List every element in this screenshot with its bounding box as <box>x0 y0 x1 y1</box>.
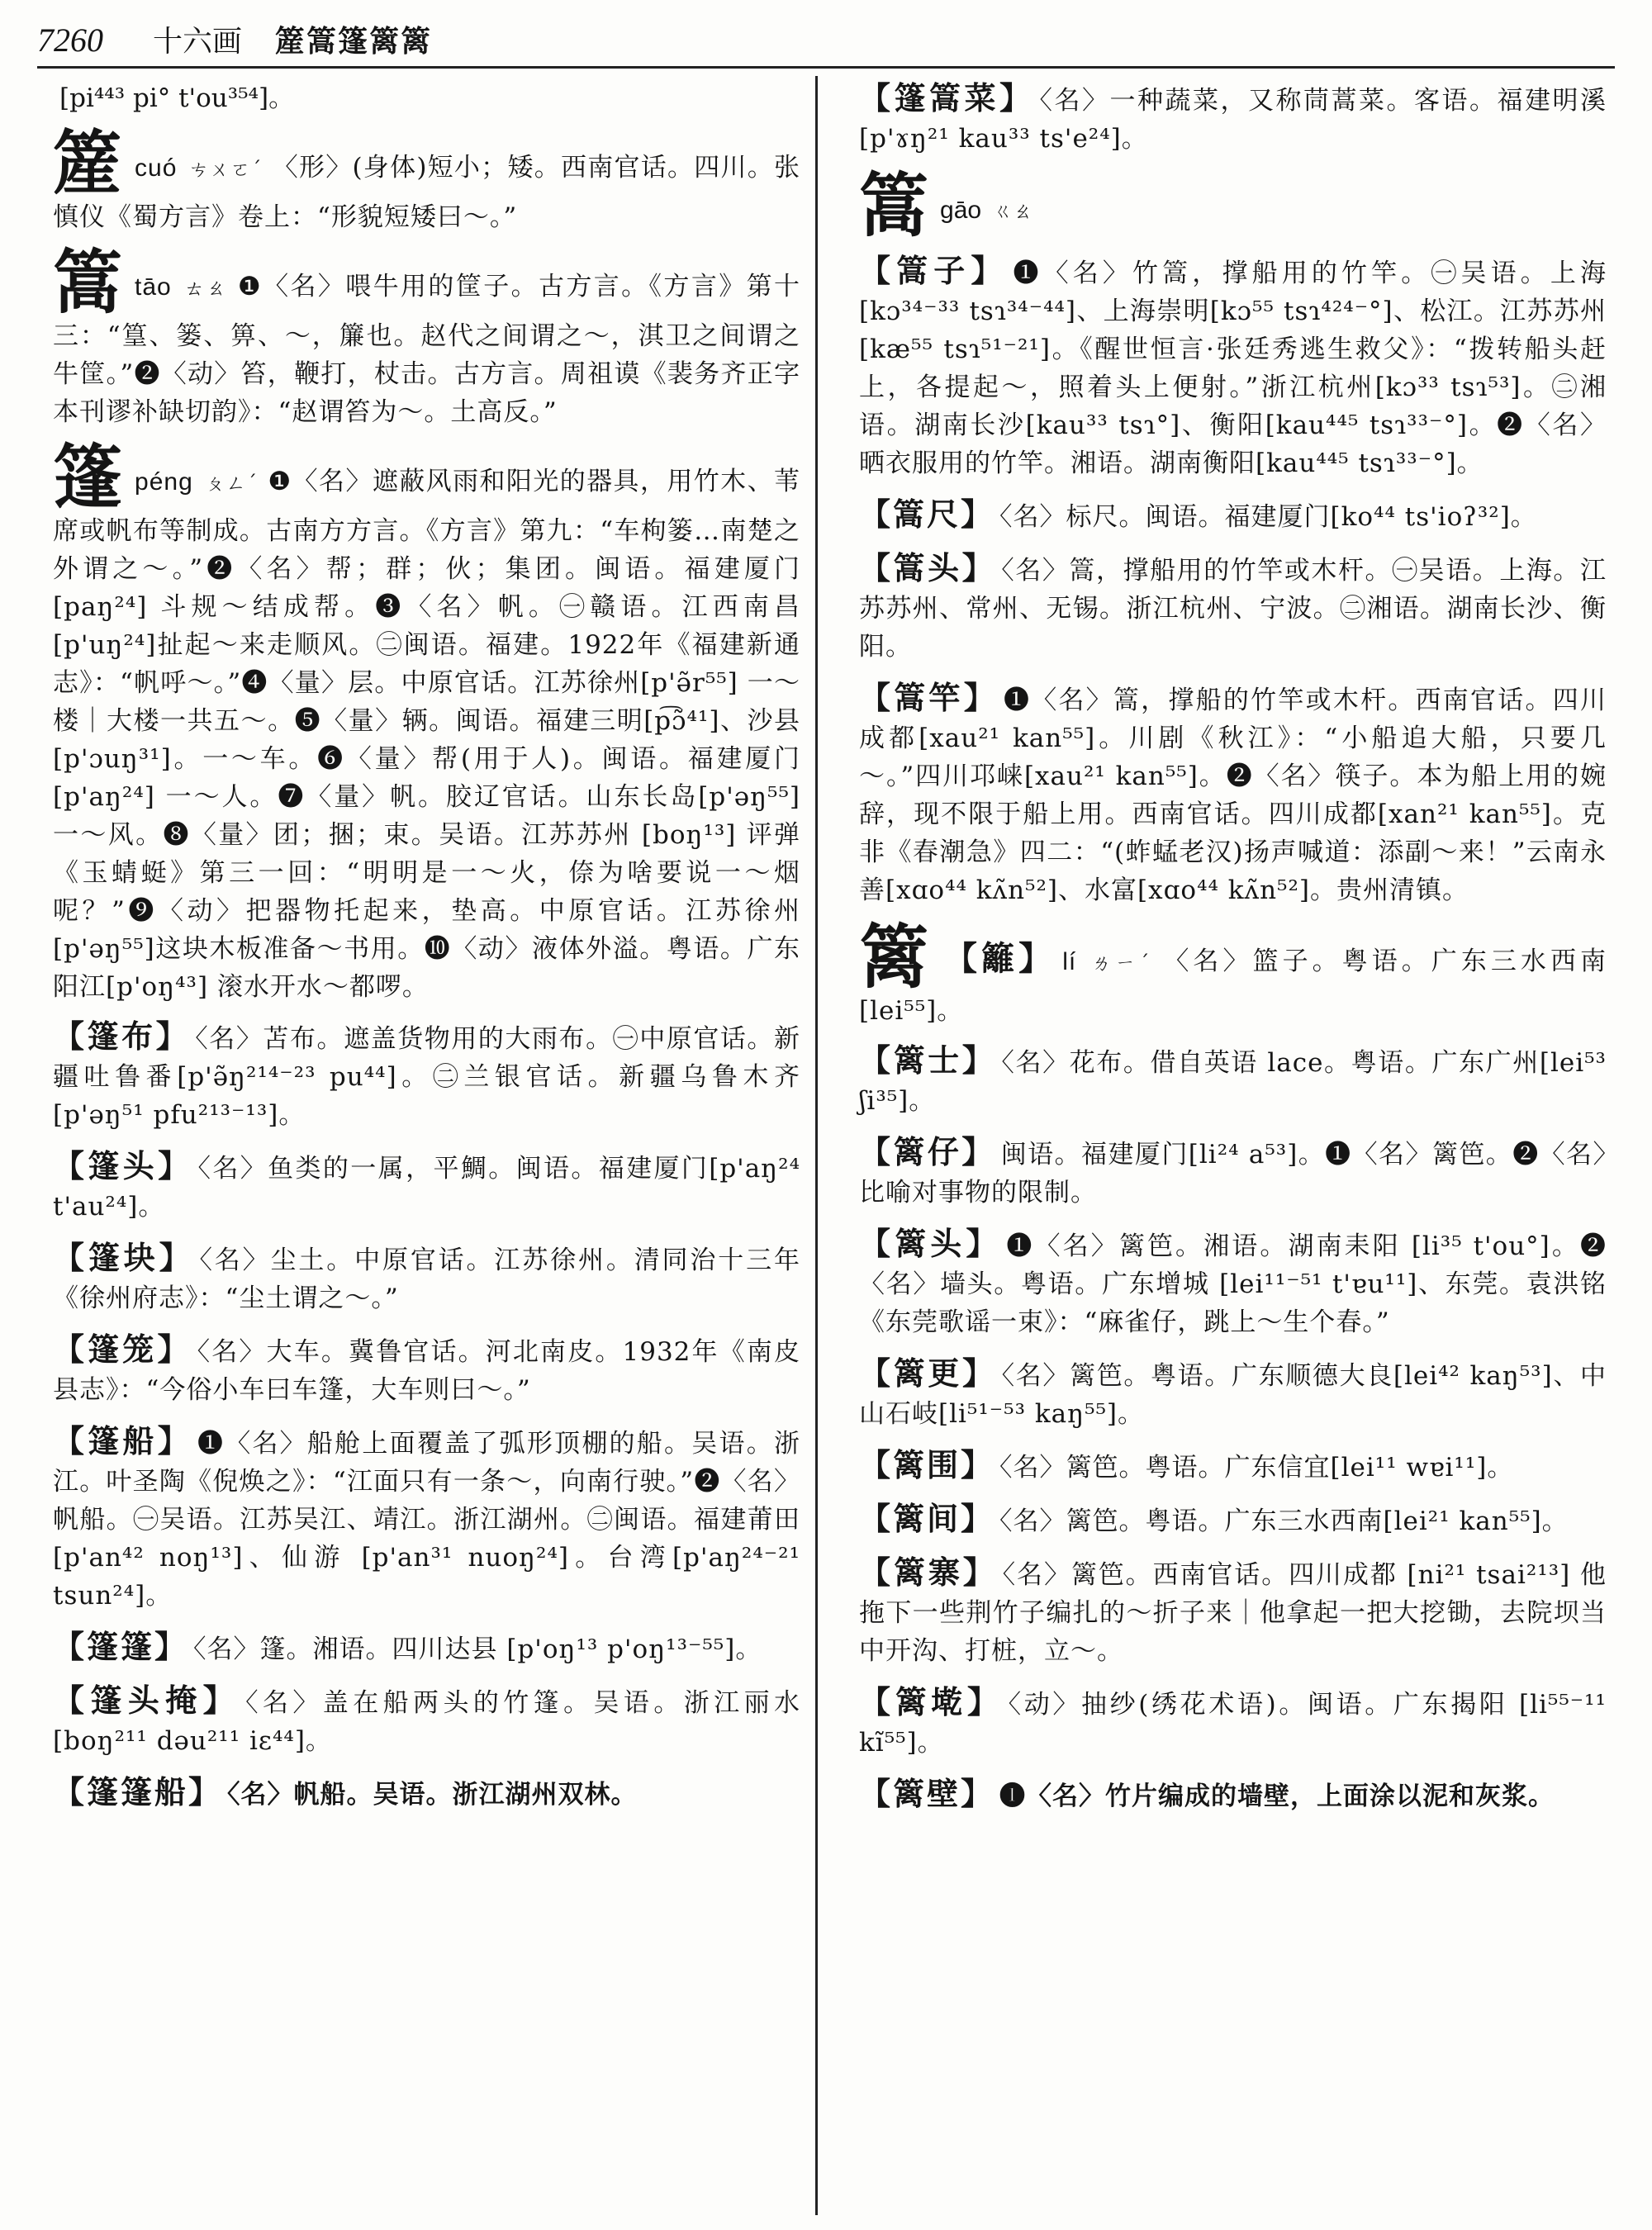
compound-entry <box>859 1500 1607 1540</box>
entry-definition <box>53 123 801 236</box>
head-character: 篱 <box>859 917 930 998</box>
compound-definition: 〈名〉鱼类的一属，平鯛。闽语。福建厦门[p'aŋ²⁴ t'au²⁴]。 <box>53 1154 800 1222</box>
head-character: 篙 <box>53 242 124 323</box>
compound-entry <box>53 1422 800 1615</box>
pinyin: lí <box>1062 948 1077 975</box>
compound-entry <box>53 1773 800 1814</box>
definition-text: ❶〈名〉喂牛用的筐子。古方言。《方言》第十三：“篁、篓、箅、～，簾也。赵代之间谓之～，淇卫之间谓之牛筐。”❷〈动〉笞，鞭打，杖击。古方言。周祖谟《裴务齐正字本刊谬补缺切韵》：“赵谓笞为～。土高反。” <box>53 272 800 427</box>
compound-entry <box>859 252 1607 482</box>
pinyin: cuó <box>135 154 178 182</box>
entry-tao <box>53 242 800 431</box>
compound-definition: 〈名〉苫布。遮盖货物用的大雨布。㊀中原官话。新疆吐鲁番[p'ə̃ŋ²¹⁴⁻²³ pu⁴⁴]。㊁兰银官话。新疆乌鲁木齐[p'əŋ⁵¹ pfu²¹³⁻¹³]。 <box>53 1024 800 1130</box>
compound-word: 【篷头掩】 <box>53 1682 241 1719</box>
compound-word: 【篱仔】 <box>859 1134 996 1170</box>
pinyin: gāo <box>940 197 982 224</box>
compound-word: 【篙尺】 <box>859 496 995 533</box>
compound-word: 【篷篷船】 <box>53 1774 223 1810</box>
entry-definition <box>53 242 800 431</box>
compound-entry <box>53 1682 800 1760</box>
head-character: 篙 <box>859 165 929 246</box>
variant-character: 【籬】 <box>941 939 1056 978</box>
definition-text: ❶〈名〉遮蔽风雨和阳光的器具，用竹木、苇席或帆布等制成。古南方方言。《方言》第九：“车枸篓…南楚之外谓之～。”❷〈名〉帮；群；伙；集团。闽语。福建厦门[paŋ²⁴] 斗规～结成帮。❸〈名〉帆。㊀赣语。江西南昌[p'uŋ²⁴]扯起～来走顺风。㊁闽语。福建。1922年《福建新通志》：“帆呼～。”❹〈量〉层。中原官话。江苏徐州[p'ə̃r⁵⁵] 一～楼｜大楼一共五～。❺〈量〉辆。闽语。福建三明[p͡ɔ̃⁴¹]、沙县 [p'ɔuŋ³¹]。一～车。❻〈量〉帮(用于人)。闽语。福建厦门 [p'aŋ²⁴] 一～人。❼〈量〉帆。胶辽官话。山东长岛[p'əŋ⁵⁵] 一～风。❽〈量〉团；捆；束。吴语。江苏苏州 [boŋ¹³] 评弹《玉蜻蜓》第三一回：“明明是一～火，倷为啥要说一～烟呢？”❾〈动〉把器物托起来，垫高。中原官话。江苏徐州[p'əŋ⁵⁵]这块木板准备～书用。❿〈动〉液体外溢。粤语。广东阳江[p'oŋ⁴³] 滚水开水～都啰。 <box>53 467 801 1002</box>
right-column <box>859 79 1607 1829</box>
compound-definition: 〈名〉一种蔬菜，又称茼蒿菜。客语。福建明溪 [p'ɤŋ²¹ kau³³ ts'e²⁴]。 <box>859 86 1607 154</box>
page-header <box>37 18 1615 69</box>
zhuyin: ㄘㄨㄛˊ <box>188 158 263 181</box>
compound-word: 【篱头】 <box>859 1226 1002 1262</box>
entry-gao <box>859 165 1607 246</box>
compound-definition: 〈名〉标尺。闽语。福建厦门[ko⁴⁴ ts'ioʔ³²]。 <box>999 502 1537 532</box>
compound-word: 【篱墘】 <box>859 1684 1004 1720</box>
compound-word: 【篙子】 <box>859 253 1009 289</box>
head-character: 篷 <box>53 437 124 518</box>
compound-entry <box>53 1331 800 1409</box>
compound-entry <box>859 1133 1607 1212</box>
compound-word: 【篱寨】 <box>859 1554 998 1591</box>
compound-definition: 〈名〉篱笆。粤语。广东三水西南[lei²¹ kan⁵⁵]。 <box>999 1506 1569 1536</box>
compound-entry <box>53 1239 800 1317</box>
compound-word: 【篱士】 <box>859 1042 997 1079</box>
zhuyin: ㄍㄠ <box>993 200 1033 223</box>
compound-entry <box>859 496 1607 536</box>
compound-definition: 〈名〉篷。湘语。四川达县 [p'oŋ¹³ p'oŋ¹³⁻⁵⁵]。 <box>193 1635 762 1664</box>
compound-word: 【篷布】 <box>53 1018 191 1055</box>
pinyin: tāo <box>135 273 172 301</box>
compound-definition: 〈名〉大车。冀鲁官话。河北南皮。1932年《南皮县志》：“今俗小车曰车篷，大车则曰～。” <box>53 1337 800 1405</box>
entry-cuo <box>53 123 801 236</box>
definition-text: 〈名〉篮子。粤语。广东三水西南[lei⁵⁵]。 <box>859 947 1607 1026</box>
compound-word: 【篷篙菜】 <box>859 80 1035 116</box>
compound-entry <box>53 1628 800 1668</box>
compound-definition: 〈名〉篙，撑船用的竹竿或木杆。㊀吴语。上海。江苏苏州、常州、无锡。浙江杭州、宁波。㊁湘语。湖南长沙、衡阳。 <box>859 556 1607 662</box>
compound-definition: 〈名〉篱笆。粤语。广东信宜[lei¹¹ wɐi¹¹]。 <box>999 1453 1514 1483</box>
compound-definition: 〈名〉尘土。中原官话。江苏徐州。清同治十三年《徐州府志》：“尘土谓之～。” <box>53 1245 800 1313</box>
compound-word: 【篷块】 <box>53 1240 195 1276</box>
compound-definition: ❶〈名〉竹片编成的墙壁，上面涂以泥和灰浆。 <box>999 1782 1555 1811</box>
entry-definition <box>53 437 801 1006</box>
compound-entry <box>859 1225 1607 1341</box>
compound-entry <box>859 1355 1607 1433</box>
compound-definition: 〈名〉帆船。吴语。浙江湖州双林。 <box>227 1780 638 1810</box>
entry-definition <box>859 917 1607 1030</box>
compound-definition: ❶〈名〉篙，撑船的竹竿或木杆。西南官话。四川成都[xau²¹ kan⁵⁵]。川剧《秋江》：“小船追大船，只要几～。”四川邛崃[xau²¹ kan⁵⁵]。❷〈名〉筷子。本为船上用的婉辞，现不限于船上用。西南官话。四川成都[xan²¹ kan⁵⁵]。克非《春潮急》四二：“(蚱蜢老汉)扬声喊道：添副～来！”云南永善[xɑo⁴⁴ kʌ̃n⁵²]、水富[xɑo⁴⁴ kʌ̃n⁵²]。贵州清镇。 <box>859 686 1607 905</box>
entry-li <box>859 917 1607 1030</box>
compound-entry <box>53 1147 800 1226</box>
compound-word: 【篷篷】 <box>53 1629 189 1665</box>
compound-entry <box>859 1683 1607 1762</box>
compound-entry <box>53 1018 800 1134</box>
compound-word: 【篙头】 <box>859 550 997 586</box>
page-number: 7260 <box>37 21 103 59</box>
zhuyin: ㄆㄥˊ <box>204 472 259 495</box>
compound-entry <box>859 1446 1607 1487</box>
zhuyin: ㄌㄧˊ <box>1088 951 1154 975</box>
compound-definition: 闽语。福建厦门[li²⁴ a⁵³]。❶〈名〉篱笆。❷〈名〉比喻对事物的限制。 <box>859 1140 1607 1208</box>
compound-definition: ❶〈名〉篱笆。湘语。湖南耒阳 [li³⁵ t'ou°]。❷〈名〉墙头。粤语。广东增城 [lei¹¹⁻⁵¹ t'ɐu¹¹]、东莞。袁洪铭《东莞歌谣一束》：“麻雀仔，跳上～生个春。” <box>859 1231 1607 1337</box>
head-character: 簅 <box>53 123 124 204</box>
compound-definition: 〈名〉盖在船两头的竹篷。吴语。浙江丽水[boŋ²¹¹ dəu²¹¹ iɛ⁴⁴]。 <box>53 1688 800 1756</box>
header-chars: 簅篙篷篱篱 <box>275 24 433 59</box>
compound-entry <box>859 79 1607 158</box>
compound-entry <box>859 1775 1607 1815</box>
compound-word: 【篷笼】 <box>53 1331 192 1368</box>
compound-word: 【篙竿】 <box>859 680 999 716</box>
compound-definition: 〈名〉篱笆。粤语。广东顺德大良[lei⁴² kaŋ⁵³]、中山石岐[li⁵¹⁻⁵³ kaŋ⁵⁵]。 <box>859 1361 1607 1429</box>
compound-definition: ❶〈名〉竹篙，撑船用的竹竿。㊀吴语。上海[kɔ³⁴⁻³³ tsɿ³⁴⁻⁴⁴]、上海崇明[kɔ⁵⁵ tsɿ⁴²⁴⁻°]、松江。江苏苏州[kæ⁵⁵ tsɿ⁵¹⁻²¹]。《醒世恒言·张廷秀逃生救父》：“拨转船头赶上，各提起～，照着头上便射。”浙江杭州[kɔ³³ tsɿ⁵³]。㊁湘语。湖南长沙[kau³³ tsɿ°]、衡阳[kau⁴⁴⁵ tsɿ³³⁻°]。❷〈名〉晒衣服用的竹竿。湘语。湖南衡阳[kau⁴⁴⁵ tsɿ³³⁻°]。 <box>859 259 1607 478</box>
compound-definition: 〈名〉花布。借自英语 lace。粤语。广东广州[lei⁵³ ʃi³⁵]。 <box>859 1048 1607 1116</box>
compound-entry <box>859 679 1607 909</box>
compound-entry <box>859 1041 1607 1120</box>
compound-word: 【篱间】 <box>859 1501 995 1537</box>
compound-word: 【篱壁】 <box>859 1776 995 1812</box>
pinyin: péng <box>135 468 193 496</box>
header-section: 十六画 <box>153 25 243 59</box>
compound-word: 【篷船】 <box>53 1423 192 1459</box>
definition-text: 〈形〉(身体)短小；矮。西南官话。四川。张慎仪《蜀方言》卷上：“形貌短矮曰～。” <box>53 153 801 232</box>
compound-word: 【篱围】 <box>859 1447 995 1483</box>
compound-definition: 〈动〉抽纱(绣花术语)。闽语。广东揭阳 [li⁵⁵⁻¹¹ kĩ⁵⁵]。 <box>859 1690 1607 1758</box>
entry-headline <box>859 165 1607 246</box>
compound-definition: ❶〈名〉船舱上面覆盖了弧形顶棚的船。吴语。浙江。叶圣陶《倪焕之》：“江面只有一条～，向南行驶。”❷〈名〉帆船。㊀吴语。江苏吴江、靖江。浙江湖州。㊁闽语。福建莆田[p'an⁴² noŋ¹³]、仙游 [p'an³¹ nuoŋ²⁴]。台湾[p'aŋ²⁴⁻²¹ tsun²⁴]。 <box>53 1429 800 1611</box>
left-column <box>53 79 800 1827</box>
continuation-text: [pi⁴⁴³ pi° t'ou³⁵⁴]。 <box>59 83 295 113</box>
compound-entry <box>859 549 1607 666</box>
zhuyin: ㄊㄠ <box>183 277 228 300</box>
compound-word: 【篷头】 <box>53 1148 193 1184</box>
compound-entry <box>859 1554 1607 1670</box>
entry-peng <box>53 437 801 1006</box>
compound-definition: 〈名〉篱笆。西南官话。四川成都 [ni²¹ tsai²¹³] 他拖下一些荆竹子编扎的～折子来｜他拿起一把大挖锄，去院坝当中开沟、打桩，立～。 <box>859 1560 1607 1666</box>
column-divider <box>815 76 818 2215</box>
compound-word: 【篱更】 <box>859 1355 997 1392</box>
